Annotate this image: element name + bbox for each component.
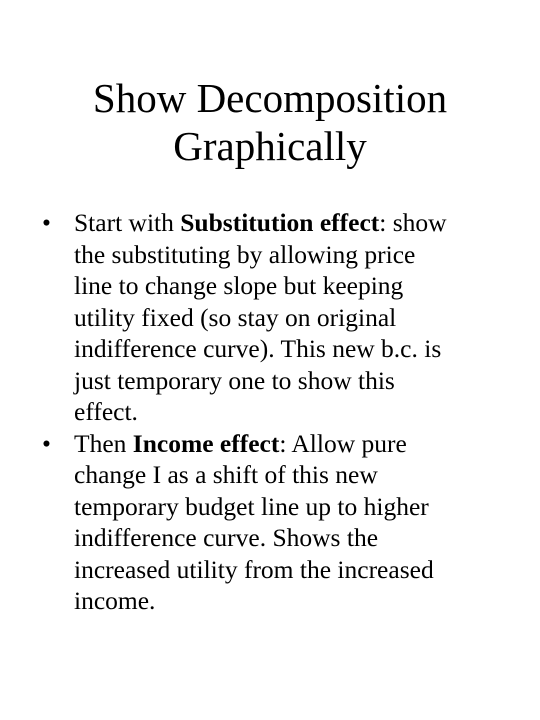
bullet-1-line-1: Start with Substitution effect: show — [74, 208, 447, 237]
bullet-2-line-5: increased utility from the increased — [74, 554, 434, 584]
income-effect-term: Income effect — [132, 428, 280, 458]
substitution-effect-term: Substitution effect — [180, 208, 380, 237]
bullet-2-line-4: indifference curve. Shows the — [74, 523, 379, 552]
bullet-1-line-4: utility fixed (so stay on original — [74, 302, 397, 332]
bullet-2-line-6: income. — [74, 586, 156, 615]
bullet-2-line-1: Then Income effect: Allow pure — [74, 428, 407, 458]
slide-title-line-1: Show Decomposition — [92, 75, 448, 121]
bullet-1-line-6: just temporary one to show this — [74, 365, 395, 395]
bullet-dot-icon: • — [42, 208, 51, 237]
bullet-1-line-2: the substituting by allowing price — [74, 239, 416, 269]
bullet-item-substitution — [34, 207, 500, 428]
bullet-dot-icon: • — [42, 428, 51, 458]
bullet-2-line-3: temporary budget line up to higher — [74, 491, 429, 521]
bullet-1-line-3: line to change slope but keeping — [74, 271, 404, 300]
slide-title — [40, 74, 500, 170]
bullet-1-line-7: effect. — [74, 397, 138, 426]
bullet-2-line-2: change I as a shift of this new — [74, 460, 378, 489]
bullet-1-line-5: indifference curve). This new b.c. is — [74, 334, 442, 363]
bullet-list — [34, 207, 500, 617]
slide-title-line-2: Graphically — [173, 123, 367, 169]
bullet-item-income — [34, 428, 500, 617]
